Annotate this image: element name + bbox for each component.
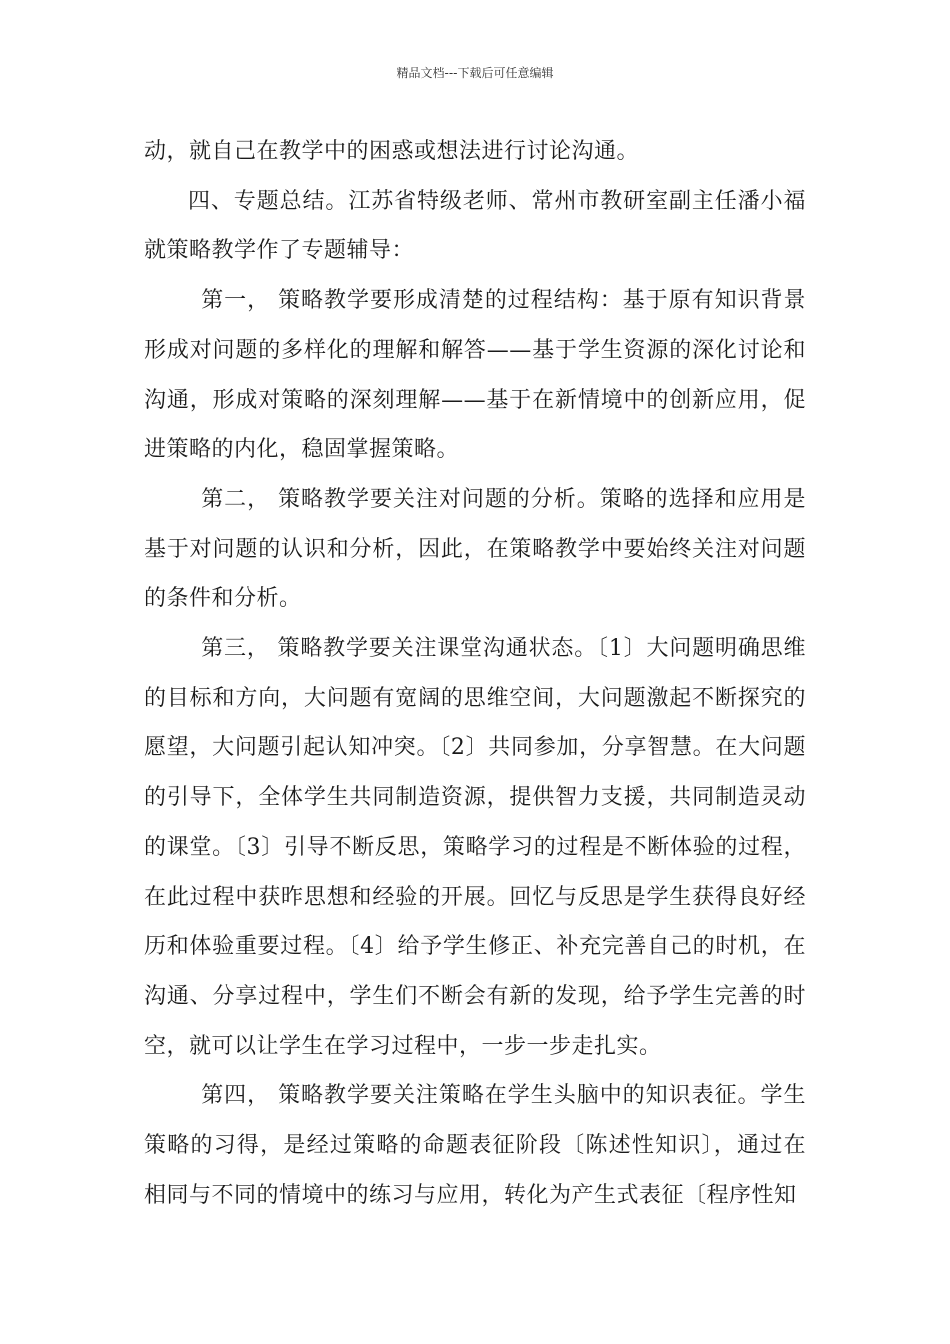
document-body — [144, 127, 806, 1220]
paragraph-point-three: 第三， 策略教学要关注课堂沟通状态。〔1〕大问题明确思维的目标和方向，大问题有宽阔的思维空间，大问题激起不断探究的愿望，大问题引起认知冲突。〔2〕共同参加，分享智慧。在大问题的引导下，全体学生共同制造资源，提供智力支援，共同制造灵动的课堂。〔3〕引导不断反思，策略学习的过程是不断体验的过程，在此过程中获昨思想和经验的开展。回忆与反思是学生获得良好经历和体验重要过程。〔4〕给予学生修正、补充完善自己的时机，在沟通、分享过程中，学生们不断会有新的发现，给予学生完善的时空，就可以让学生在学习过程中，一步一步走扎实。 — [144, 636, 806, 1059]
paragraph-point-two: 第二， 策略教学要关注对问题的分析。策略的选择和应用是基于对问题的认识和分析，因此，在策略教学中要始终关注对问题的条件和分析。 — [144, 486, 806, 612]
paragraph-summary: 四、专题总结。江苏省特级老师、常州市教研室副主任潘小福就策略教学作了专题辅导： — [144, 188, 806, 264]
paragraph-point-one: 第一， 策略教学要形成清楚的过程结构：基于原有知识背景形成对问题的多样化的理解和解答——基于学生资源的深化讨论和沟通，形成对策略的深刻理解——基于在新情境中的创新应用，促进策略的内化，稳固掌握策略。 — [144, 288, 806, 463]
paragraph-continuation: 动，就自己在教学中的困惑或想法进行讨论沟通。 — [144, 139, 640, 164]
page-header: 精品文档---下载后可任意编辑 — [396, 66, 554, 80]
paragraph-point-four: 第四， 策略教学要关注策略在学生头脑中的知识表征。学生策略的习得，是经过策略的命题表征阶段〔陈述性知识〕，通过在相同与不同的情境中的练习与应用，转化为产生式表征〔程序性知 — [144, 1083, 806, 1208]
